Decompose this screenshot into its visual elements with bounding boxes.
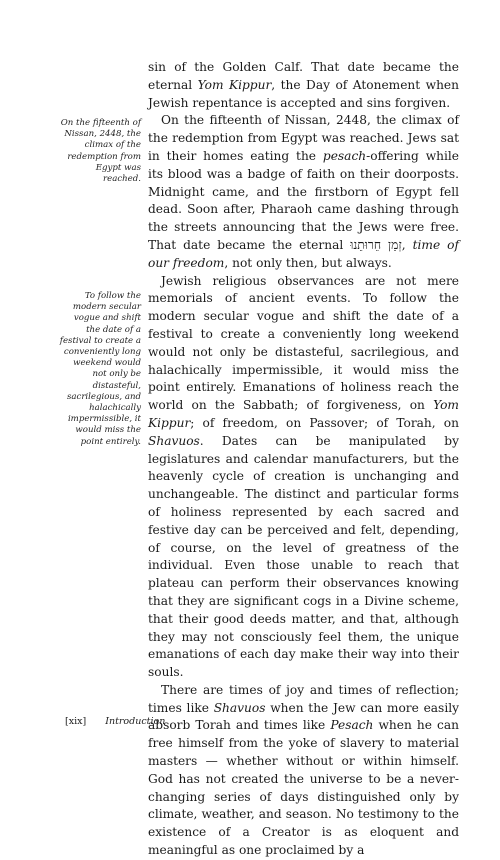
paragraph-continuation [148,59,459,112]
margin-note-secular-vogue: To follow the modern secular vogue and shift the date of a festival to create a conveniently long weekend would not only be distasteful, sacrilegious, and halachically impermissible, it would miss the point entirely. [59,291,141,447]
italic-term: Shavuos [213,700,266,715]
paragraph-jewish-observances [148,273,459,682]
running-title: Introduction [105,716,166,727]
text-run: -offering while its blood was a badge of faith on their doorposts. Midnight came, and the firstborn of Egypt fell dead. Soon after, Pharaoh came dashing through the streets announcing that the Jews were free. That date became the eternal [148,148,459,252]
italic-term: Yom Kippur [197,77,272,92]
text-run: , not only then, but always. [224,255,392,270]
margin-note-nissan: On the fifteenth of Nissan, 2448, the climax of the redemption from Egypt was reached. [60,118,141,185]
text-run: Jewish religious observances are not mere memorials of ancient events. To follow the modern secular vogue and shift the date of a festival to create a conveniently long weekend would not only be distasteful, sacrilegious, and halachically impermissible, it would miss the point entirely. Emanations of holiness reach the world on the Sabbath; of forgiveness, on [148,273,459,413]
text-run: ; of freedom, on Passover; of Torah, on [190,415,459,430]
text-run: There are times of joy and times of reflection; times like [148,682,459,715]
text-run: זְמַן חֵרוּתֵנוּ [350,237,402,252]
italic-term: Pesach [330,718,374,733]
italic-term: Yom Kippur [148,398,459,430]
italic-term: Shavuos [148,433,200,448]
italic-term: pesach [322,148,367,163]
italic-term: time of our freedom [148,237,460,270]
page-footer [65,716,165,727]
text-run: , [401,237,413,252]
text-run: when he can free himself from the yoke of slavery to material masters — whether without or within himself. God has not created the universe to be a never-changing series of days distinguished only by climate, weather, and season. No testimony to the existence of a Creator is as eloquent and meaningful as one proclaimed by a [148,718,460,858]
text-run: . Dates can be manipulated by legislatures and calendar manufacturers, but the heavenly cycle of creation is unchanging and unchangeable. The distinct and particular forms of holiness represented by each sacred and festive day can be perceived and felt, depending, of course, on the level of greatness of the individual. Even those unable to reach that plateau can perform their observances knowing that they are significant cogs in a Divine scheme, that their good deeds matter, and that, although they may not consciously feel them, the unique emanations of each day make their way into their souls. [148,433,459,680]
paragraph-fifteenth-of-nissan [148,112,459,272]
text-run: sin of the Golden Calf. That date became the eternal [148,60,459,92]
paragraph-times-of-joy [148,682,459,860]
text-run: On the fifteenth of Nissan, 2448, the climax of the redemption from Egypt was reached. Jews sat in their homes eating the [148,113,459,163]
text-run: when the Jew can more easily absorb Torah and times like [148,700,459,733]
text-run: , the Day of Atonement when Jewish repentance is accepted and sins forgiven. [148,77,459,110]
main-text-column [148,59,459,860]
page-number: [xix] [65,716,87,727]
